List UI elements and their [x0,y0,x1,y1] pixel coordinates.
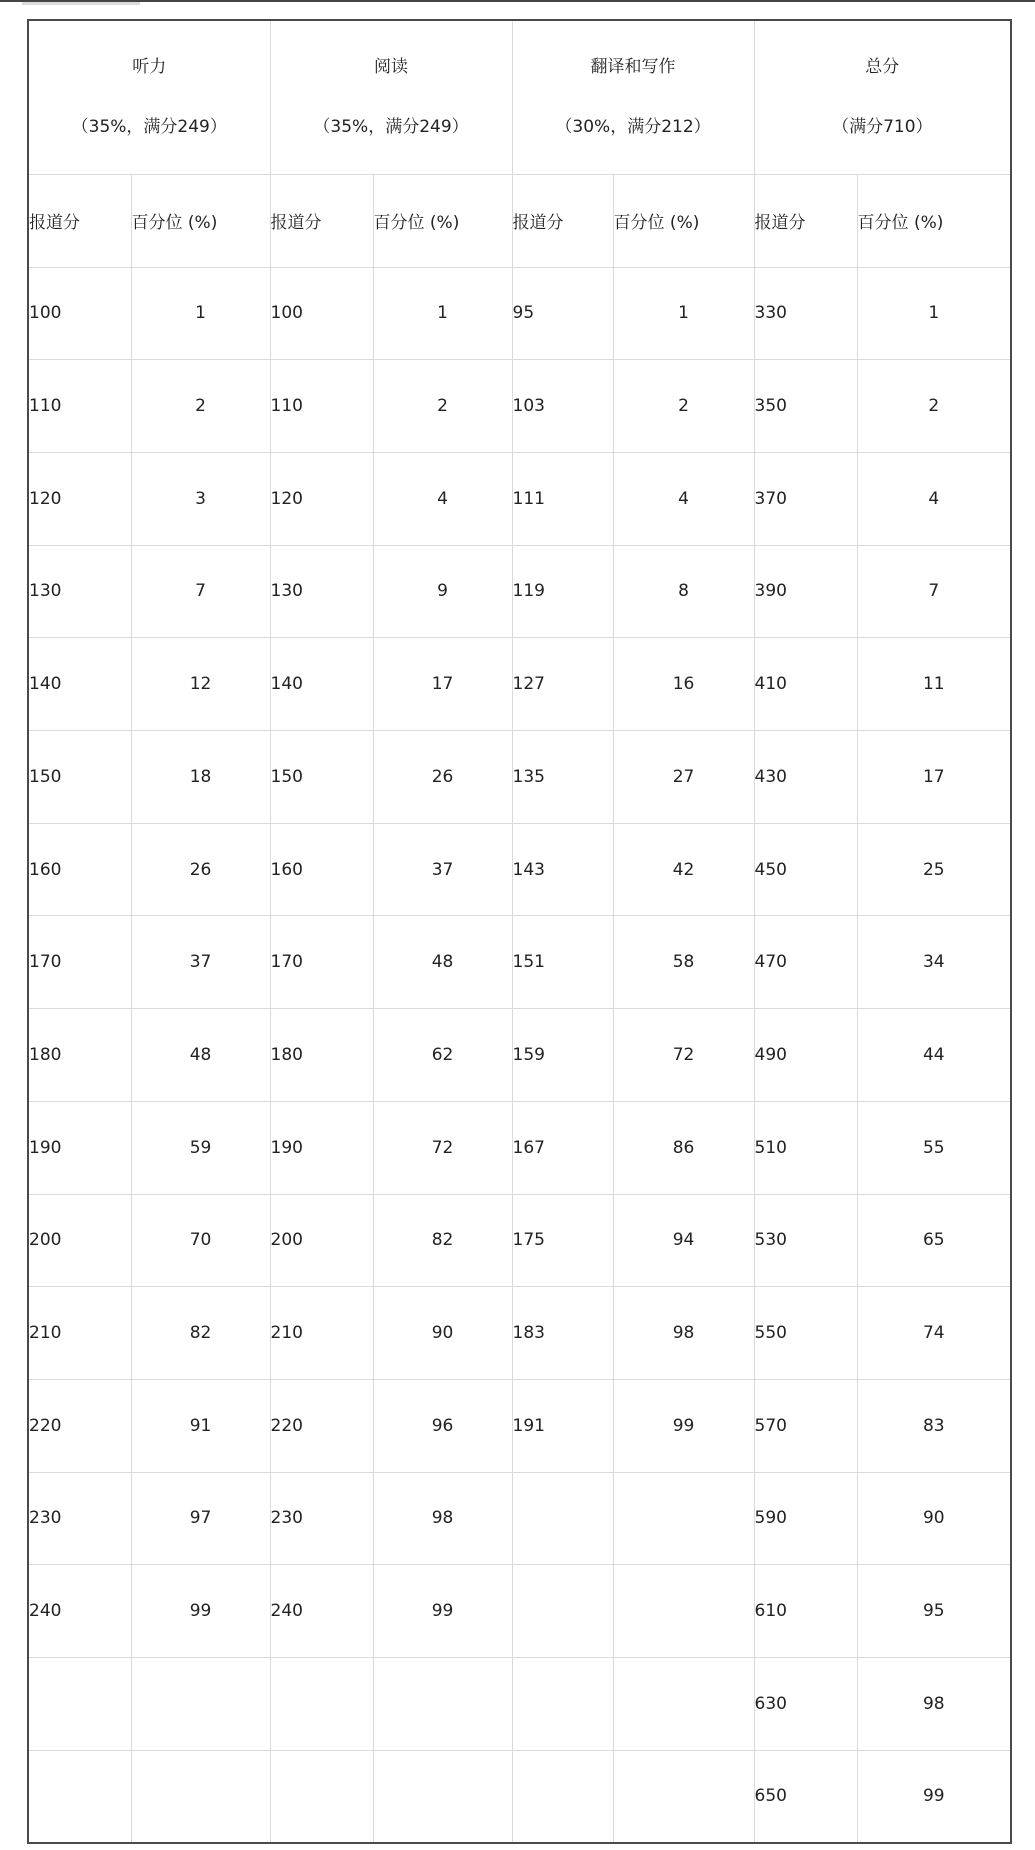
score-cell: 175 [512,1194,613,1287]
score-cell: 230 [28,1472,131,1565]
percentile-cell [613,1658,754,1751]
score-cell: 190 [270,1101,373,1194]
score-cell: 170 [270,916,373,1009]
column-header-score: 报道分 [512,174,613,267]
column-header-score: 报道分 [754,174,857,267]
score-cell: 200 [28,1194,131,1287]
percentile-cell: 1 [131,267,270,360]
percentile-cell: 99 [613,1379,754,1472]
score-cell [512,1565,613,1658]
table-row [28,1750,1011,1843]
score-cell [512,1472,613,1565]
score-cell: 135 [512,731,613,824]
section-header-row [28,20,1011,174]
table-row [28,1565,1011,1658]
column-header-percentile: 百分位 (%) [857,174,1011,267]
score-cell [270,1750,373,1843]
percentile-cell: 2 [131,360,270,453]
table-row [28,731,1011,824]
section-subtitle: （35%，满分249） [71,117,227,138]
table-row [28,360,1011,453]
score-cell: 180 [270,1009,373,1102]
percentile-cell: 91 [131,1379,270,1472]
column-header-score: 报道分 [28,174,131,267]
score-cell: 430 [754,731,857,824]
score-cell: 210 [28,1287,131,1380]
percentile-cell: 58 [613,916,754,1009]
score-cell: 550 [754,1287,857,1380]
score-cell: 143 [512,823,613,916]
percentile-cell: 90 [373,1287,512,1380]
table-row [28,823,1011,916]
section-header-listening [28,20,270,174]
score-cell: 220 [270,1379,373,1472]
score-cell: 110 [28,360,131,453]
table-row [28,1287,1011,1380]
score-cell: 160 [28,823,131,916]
percentile-cell: 95 [857,1565,1011,1658]
score-cell: 530 [754,1194,857,1287]
percentile-cell: 86 [613,1101,754,1194]
percentile-cell: 99 [857,1750,1011,1843]
percentile-cell: 59 [131,1101,270,1194]
percentile-cell: 7 [131,545,270,638]
percentile-cell: 72 [373,1101,512,1194]
score-cell: 610 [754,1565,857,1658]
column-header-score: 报道分 [270,174,373,267]
percentile-cell [373,1750,512,1843]
score-cell: 350 [754,360,857,453]
percentile-cell [131,1658,270,1751]
percentile-cell: 98 [613,1287,754,1380]
score-cell: 140 [28,638,131,731]
score-cell: 240 [28,1565,131,1658]
score-cell: 183 [512,1287,613,1380]
percentile-cell: 1 [373,267,512,360]
percentile-cell: 48 [373,916,512,1009]
score-cell: 151 [512,916,613,1009]
percentile-cell: 94 [613,1194,754,1287]
percentile-cell: 27 [613,731,754,824]
score-cell: 103 [512,360,613,453]
percentile-cell: 70 [131,1194,270,1287]
section-title: 阅读 [374,57,409,78]
score-cell: 220 [28,1379,131,1472]
percentile-cell: 99 [373,1565,512,1658]
section-subtitle: （30%，满分212） [555,117,711,138]
score-cell: 200 [270,1194,373,1287]
column-header-percentile: 百分位 (%) [131,174,270,267]
percentile-cell: 1 [613,267,754,360]
score-cell: 130 [270,545,373,638]
score-cell: 111 [512,452,613,545]
percentile-cell: 17 [857,731,1011,824]
table-row [28,1194,1011,1287]
percentile-cell: 37 [373,823,512,916]
percentile-cell: 62 [373,1009,512,1102]
score-cell [270,1658,373,1751]
score-cell: 140 [270,638,373,731]
score-cell: 390 [754,545,857,638]
score-cell [512,1658,613,1751]
percentile-cell [131,1750,270,1843]
percentile-cell: 97 [131,1472,270,1565]
score-cell: 470 [754,916,857,1009]
score-cell: 130 [28,545,131,638]
score-cell [28,1658,131,1751]
score-cell: 100 [270,267,373,360]
score-cell: 570 [754,1379,857,1472]
column-header-percentile: 百分位 (%) [373,174,512,267]
score-cell: 210 [270,1287,373,1380]
percentile-cell: 8 [613,545,754,638]
table-row [28,452,1011,545]
percentile-cell: 82 [373,1194,512,1287]
percentile-cell: 12 [131,638,270,731]
percentile-cell: 25 [857,823,1011,916]
score-cell [512,1750,613,1843]
score-cell: 100 [28,267,131,360]
section-title: 听力 [132,57,167,78]
percentile-cell: 99 [131,1565,270,1658]
percentile-cell: 42 [613,823,754,916]
score-cell: 180 [28,1009,131,1102]
percentile-cell: 48 [131,1009,270,1102]
percentile-cell: 16 [613,638,754,731]
percentile-cell: 74 [857,1287,1011,1380]
score-cell: 510 [754,1101,857,1194]
percentile-cell: 11 [857,638,1011,731]
percentile-cell: 3 [131,452,270,545]
score-cell: 410 [754,638,857,731]
percentile-cell: 18 [131,731,270,824]
score-percentile-table [27,19,1012,1844]
score-cell: 190 [28,1101,131,1194]
top-tab-indicator [22,2,140,5]
percentile-cell: 90 [857,1472,1011,1565]
percentile-cell: 72 [613,1009,754,1102]
table-row [28,1379,1011,1472]
score-cell: 370 [754,452,857,545]
score-cell: 240 [270,1565,373,1658]
table-row [28,267,1011,360]
percentile-cell: 98 [373,1472,512,1565]
section-title: 翻译和写作 [590,57,676,78]
section-title: 总分 [865,57,900,78]
percentile-cell: 98 [857,1658,1011,1751]
score-cell: 191 [512,1379,613,1472]
percentile-cell: 7 [857,545,1011,638]
section-subtitle: （满分710） [832,117,933,138]
score-cell: 95 [512,267,613,360]
table-row [28,1009,1011,1102]
score-cell: 159 [512,1009,613,1102]
percentile-cell: 34 [857,916,1011,1009]
score-cell: 160 [270,823,373,916]
table-row [28,916,1011,1009]
score-cell: 150 [28,731,131,824]
table-row [28,1472,1011,1565]
sub-header-row [28,174,1011,267]
score-cell [28,1750,131,1843]
score-cell: 330 [754,267,857,360]
percentile-cell [613,1750,754,1843]
percentile-cell [613,1472,754,1565]
table-body [28,267,1011,1843]
section-header-total [754,20,1011,174]
percentile-cell [373,1658,512,1751]
percentile-cell: 17 [373,638,512,731]
percentile-cell: 1 [857,267,1011,360]
section-header-translation-writing [512,20,754,174]
section-header-reading [270,20,512,174]
percentile-cell: 4 [373,452,512,545]
percentile-cell [613,1565,754,1658]
score-cell: 630 [754,1658,857,1751]
percentile-cell: 96 [373,1379,512,1472]
percentile-cell: 9 [373,545,512,638]
score-cell: 127 [512,638,613,731]
score-cell: 110 [270,360,373,453]
table-row [28,545,1011,638]
column-header-percentile: 百分位 (%) [613,174,754,267]
percentile-cell: 2 [613,360,754,453]
percentile-cell: 44 [857,1009,1011,1102]
percentile-cell: 4 [613,452,754,545]
score-cell: 119 [512,545,613,638]
score-cell: 150 [270,731,373,824]
score-cell: 650 [754,1750,857,1843]
percentile-cell: 26 [373,731,512,824]
section-subtitle: （35%，满分249） [313,117,469,138]
table-row [28,638,1011,731]
score-cell: 167 [512,1101,613,1194]
top-edge-divider [0,0,1035,2]
percentile-cell: 55 [857,1101,1011,1194]
score-cell: 230 [270,1472,373,1565]
percentile-cell: 2 [373,360,512,453]
score-cell: 120 [28,452,131,545]
percentile-cell: 37 [131,916,270,1009]
score-cell: 120 [270,452,373,545]
score-cell: 450 [754,823,857,916]
table-row [28,1101,1011,1194]
score-cell: 590 [754,1472,857,1565]
percentile-cell: 4 [857,452,1011,545]
percentile-cell: 2 [857,360,1011,453]
percentile-cell: 82 [131,1287,270,1380]
percentile-cell: 26 [131,823,270,916]
percentile-cell: 65 [857,1194,1011,1287]
score-cell: 490 [754,1009,857,1102]
percentile-cell: 83 [857,1379,1011,1472]
score-cell: 170 [28,916,131,1009]
table-row [28,1658,1011,1751]
